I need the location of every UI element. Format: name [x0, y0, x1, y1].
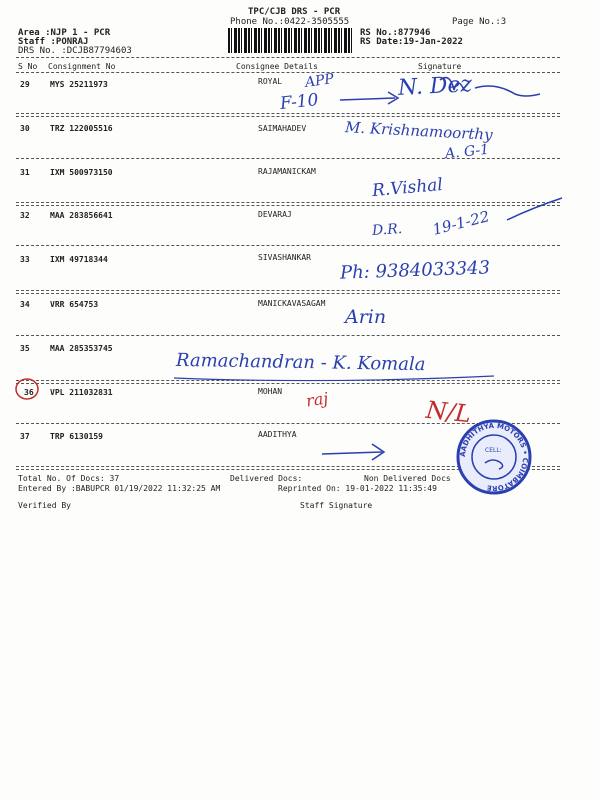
- row-sno: 33: [20, 255, 30, 264]
- row-consignee: MOHAN: [258, 387, 283, 396]
- signature-35: Ramachandran - K. Komala: [175, 349, 426, 376]
- row-consignment: IXM 500973150: [50, 168, 113, 177]
- signature-29: N. Dez: [397, 72, 473, 101]
- row-consignee: DEVARAJ: [258, 210, 292, 219]
- svg-text:AADHITHYA MOTORS • COIMBATORE: AADHITHYA MOTORS • COIMBATORE: [458, 421, 530, 493]
- signature-30: M. Krishnamoorthy: [344, 118, 494, 144]
- drs-number: DRS No. :DCJB87794603: [18, 46, 132, 56]
- signature-stroke-icon: [505, 195, 565, 225]
- row-consignee: MANICKAVASAGAM: [258, 299, 326, 308]
- handwritten-app: APP: [304, 71, 335, 91]
- row-consignee: SIVASHANKAR: [258, 253, 311, 262]
- rs-number: RS No.:877946: [360, 28, 431, 38]
- area-label: Area :NJP 1 - PCR: [18, 28, 111, 38]
- verified-by: Verified By: [18, 501, 71, 510]
- col-signature: Signature: [418, 62, 462, 71]
- signature-33: Ph: 9384033343: [339, 257, 491, 284]
- barcode-image: [228, 28, 352, 53]
- col-sno: S No: [18, 62, 38, 71]
- row-consignment: TRP 6130159: [50, 432, 103, 441]
- page-number: Page No.:3: [452, 17, 507, 27]
- row-sno: 36: [24, 388, 34, 397]
- row-consignment: VRR 654753: [50, 300, 99, 309]
- rs-date: RS Date:19-Jan-2022: [360, 37, 463, 47]
- company-stamp-icon: [455, 418, 533, 496]
- row-sno: 37: [20, 432, 30, 441]
- delivered-docs: Delivered Docs:: [230, 474, 303, 483]
- row-consignee: ROYAL: [258, 77, 283, 86]
- row-sno: 32: [20, 211, 30, 220]
- row-consignment: MYS 25211973: [50, 80, 108, 89]
- red-circle-mark: [14, 377, 40, 401]
- entered-by: Entered By :BABUPCR 01/19/2022 11:32:25 AM: [18, 484, 221, 493]
- row-consignee: RAJAMANICKAM: [258, 167, 316, 176]
- row-consignee: SAIMAHADEV: [258, 124, 307, 133]
- signature-31: R.Vishal: [371, 174, 444, 202]
- row-consignee: AADITHYA: [258, 430, 297, 439]
- svg-text:CELL:: CELL:: [485, 447, 502, 454]
- signature-30-b: A. G-1: [444, 141, 490, 163]
- col-consignee: Consignee Details: [236, 62, 318, 71]
- handwritten-f10: F-10: [279, 90, 320, 114]
- row-consignment: IXM 49718344: [50, 255, 108, 264]
- signature-32-date: 19-1-22: [430, 207, 492, 239]
- row-sno: 35: [20, 344, 30, 353]
- row-consignment: MAA 285353745: [50, 344, 113, 353]
- staff-label: Staff :PONRAJ: [18, 37, 89, 47]
- arrow-icon: [320, 438, 390, 464]
- row-consignment: VPL 211032831: [50, 388, 113, 397]
- signature-36: raj: [304, 388, 330, 411]
- non-delivered-docs: Non Delivered Docs: [364, 474, 451, 483]
- row-consignment: MAA 283856641: [50, 211, 113, 220]
- row-consignment: TRZ 122005516: [50, 124, 113, 133]
- row-sno: 30: [20, 124, 30, 133]
- report-title: TPC/CJB DRS - PCR: [248, 7, 341, 17]
- signature-32: D.R.: [371, 220, 403, 240]
- total-docs: Total No. Of Docs: 37: [18, 474, 120, 483]
- underline-stroke-icon: [172, 372, 502, 384]
- signature-34: Arin: [345, 306, 387, 328]
- phone-number: Phone No.:0422-3505555: [230, 17, 350, 27]
- row-sno: 29: [20, 80, 30, 89]
- reprinted-on: Reprinted On: 19-01-2022 11:35:49: [278, 484, 437, 493]
- row-sno: 31: [20, 168, 30, 177]
- mark-36: N/L: [424, 395, 473, 429]
- staff-signature: Staff Signature: [300, 501, 373, 510]
- col-consignment: Consignment No: [48, 62, 116, 71]
- row-sno: 34: [20, 300, 30, 309]
